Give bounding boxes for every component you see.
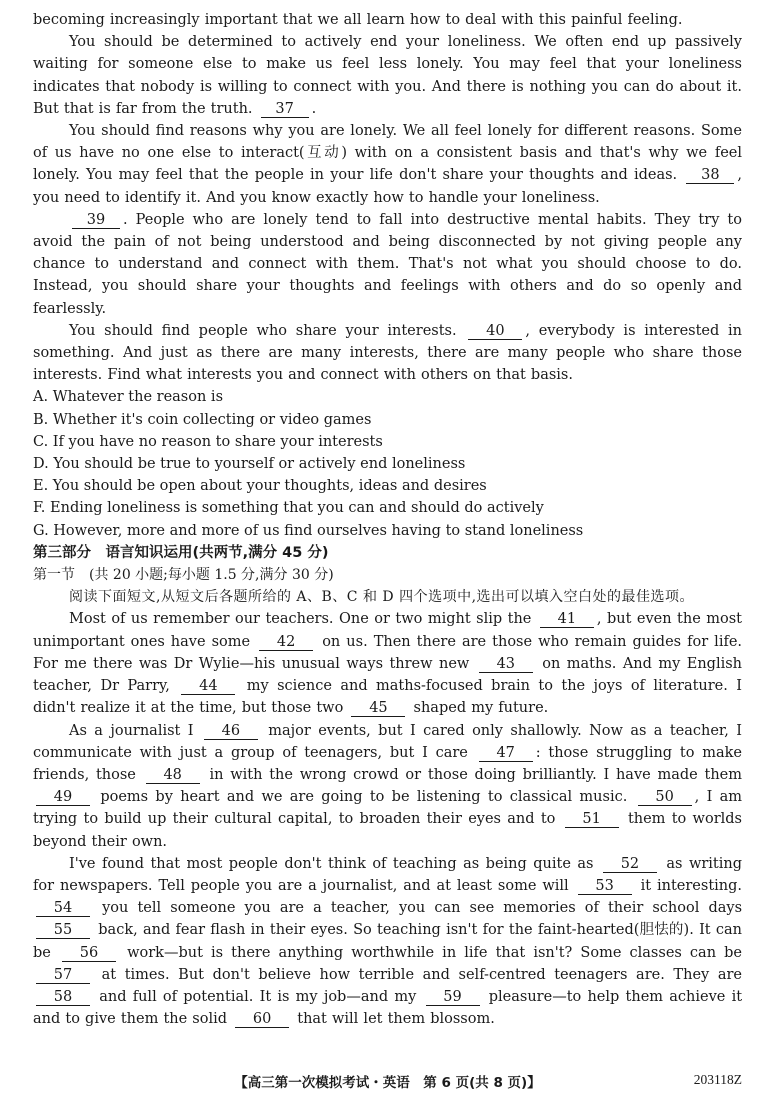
part-heading: 第三部分 语言知识运用(共两节,满分 45 分)	[33, 544, 329, 561]
instructions: 阅读下面短文,从短文后各题所给的 A、B、C 和 D 四个选项中,选出可以填入空白处的最佳选项。	[69, 589, 695, 606]
cloze-paragraph: I've found that most people don't think of teaching as being quite as 52 as writing for newspapers. Tell people you are a journalist, and at least some will 53 it interesting. 54 you tell someone you are a teacher, you can see memories of their school days 55 back, and fear flash in their eyes. So teaching isn't for the faint-hearted(胆怯的). It can be 56 work—but is there anything worthwhile in life that isn't? Some classes can be 57 at times. But don't believe how terrible and self-centred teenagers are. They are 58 and full of potential. It is my job—and my 59 pleasure—to help them achieve it and to give them the solid 60 that will let them blossom.	[33, 855, 743, 1028]
answer-blank-59[interactable]: 59	[426, 989, 480, 1006]
answer-blank-50[interactable]: 50	[638, 789, 692, 806]
answer-blank-44[interactable]: 44	[181, 678, 235, 695]
answer-blank-40[interactable]: 40	[468, 323, 522, 340]
answer-blank-56[interactable]: 56	[62, 945, 116, 962]
answer-blank-58[interactable]: 58	[36, 989, 90, 1006]
answer-blank-51[interactable]: 51	[565, 811, 619, 828]
option-g: G. However, more and more of us find ourselves having to stand loneliness	[33, 522, 584, 539]
passage-paragraph: 39 . People who are lonely tend to fall into destructive mental habits. They try to avoid the pain of not being understood and being disconnected by not giving people any chance to understand and connect with them. That's not what you should choose to do. Instead, you should share your thoughts and feelings with others and do so openly and fearlessly.	[33, 211, 742, 317]
cloze-paragraph: Most of us remember our teachers. One or two might slip the 41 , but even the most unimportant ones have some 42 on us. Then there are those who remain guides for life. For me there was Dr Wylie—his unusual ways threw new 43 on maths. And my English teacher, Dr Parry, 44 my science and maths-focused brain to the joys of literature. I didn't realize it at the time, but those two 45 shaped my future.	[33, 611, 743, 717]
passage-paragraph: You should find people who share your interests. 40 , everybody is interested in something. And just as there are many interests, there are many people who share those interests. Find what interests you and connect with others on that basis.	[33, 322, 743, 384]
option-a: A. Whatever the reason is	[33, 389, 224, 406]
cloze-paragraph: As a journalist I 46 major events, but I cared only shallowly. Now as a teacher, I communicate with just a group of teenagers, but I care 47 : those struggling to make friends, those 48 in with the wrong crowd or those doing brilliantly. I have made them 49 poems by heart and we are going to be listening to classical music. 50 , I am trying to build up their cultural capital, to broaden their eyes and to 51 them to worlds beyond their own.	[33, 722, 743, 850]
answer-blank-52[interactable]: 52	[603, 856, 657, 873]
passage-paragraph: You should find reasons why you are lonely. We all feel lonely for different reasons. Some of us have no one else to interact(互动) with on a consistent basis and that's why we feel lonely. You may feel that the people in your life don't share your thoughts and ideas. 38 , you need to identify it. And you know exactly how to handle your loneliness.	[33, 123, 743, 206]
answer-blank-48[interactable]: 48	[146, 767, 200, 784]
footer-page-info: 【高三第一次模拟考试・英语 第 6 页(共 8 页)】	[234, 1075, 541, 1091]
answer-blank-49[interactable]: 49	[36, 789, 90, 806]
answer-blank-45[interactable]: 45	[351, 700, 405, 717]
page-footer	[0, 1071, 775, 1093]
option-d: D. You should be true to yourself or actively end loneliness	[33, 456, 466, 473]
answer-blank-53[interactable]: 53	[578, 878, 632, 895]
answer-blank-60[interactable]: 60	[235, 1011, 289, 1028]
answer-blank-54[interactable]: 54	[36, 900, 90, 917]
answer-blank-39[interactable]: 39	[72, 212, 120, 229]
answer-blank-38[interactable]: 38	[686, 167, 734, 184]
footer-code: 203118Z	[693, 1072, 742, 1087]
section-heading: 第一节 (共 20 小题;每小题 1.5 分,满分 30 分)	[33, 567, 334, 584]
passage-paragraph: You should be determined to actively end your loneliness. We often end up passively waiting for someone else to make us feel less lonely. You may feel that your loneliness indicates that nobody is willing to connect with you. And there is nothing you can do about it. But that is far from the truth. 37 .	[33, 34, 742, 117]
answer-blank-41[interactable]: 41	[540, 611, 594, 628]
answer-blank-42[interactable]: 42	[259, 634, 313, 651]
answer-blank-37[interactable]: 37	[261, 101, 309, 118]
option-f: F. Ending loneliness is something that you can and should do actively	[33, 500, 544, 517]
answer-blank-43[interactable]: 43	[479, 656, 533, 673]
option-e: E. You should be open about your thoughts, ideas and desires	[33, 478, 487, 495]
answer-blank-55[interactable]: 55	[36, 922, 90, 939]
option-c: C. If you have no reason to share your interests	[33, 433, 383, 450]
passage-paragraph: becoming increasingly important that we all learn how to deal with this painful feeling.	[33, 12, 683, 28]
option-b: B. Whether it's coin collecting or video games	[33, 411, 372, 428]
answer-blank-46[interactable]: 46	[204, 723, 258, 740]
page-content	[33, 9, 742, 1030]
answer-blank-57[interactable]: 57	[36, 967, 90, 984]
answer-blank-47[interactable]: 47	[479, 745, 533, 762]
